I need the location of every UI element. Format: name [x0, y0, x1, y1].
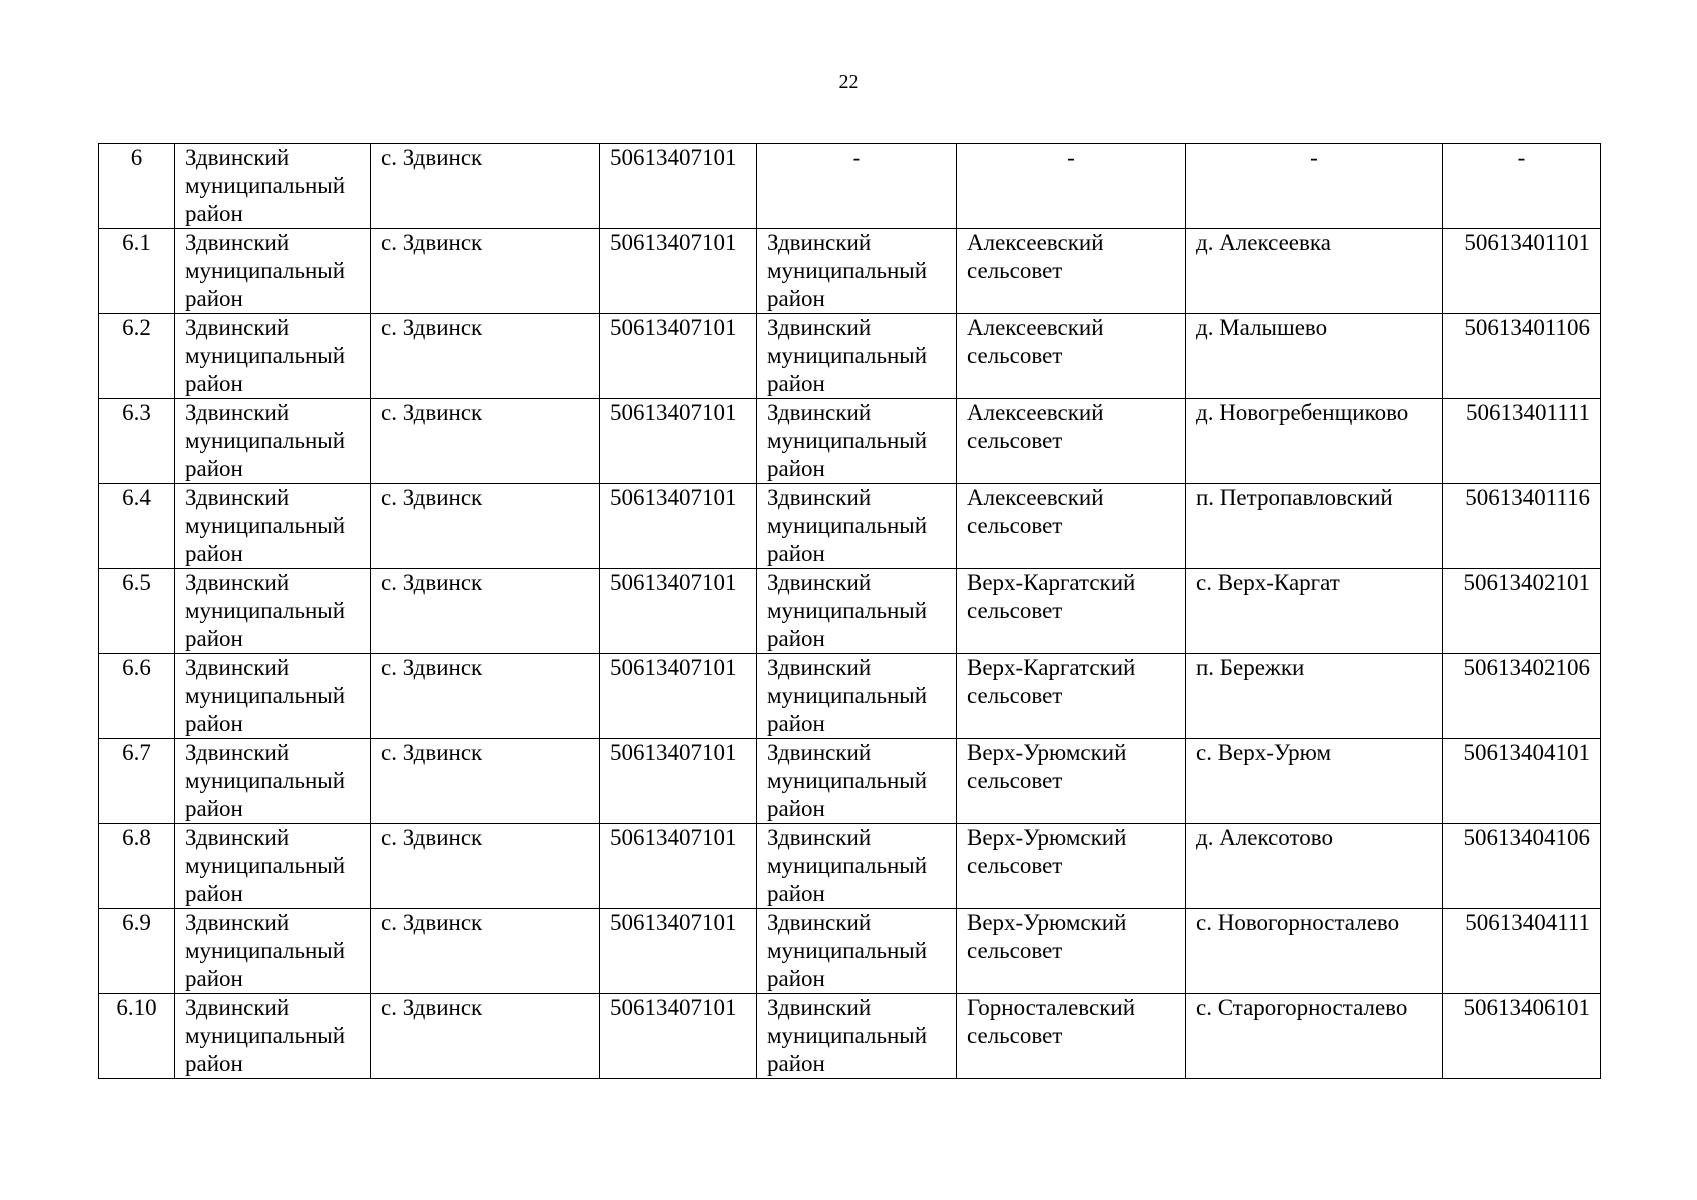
settlement-code-cell: 50613401116: [1443, 484, 1601, 569]
row-number-cell: 6.7: [99, 739, 175, 824]
admin-center-code-cell: 50613407101: [600, 739, 757, 824]
settlement-cell: д. Новогребенщиково: [1186, 399, 1443, 484]
table-row: [99, 739, 1601, 824]
council-cell: Верх-Каргатский сельсовет: [957, 654, 1186, 739]
council-cell: Верх-Урюмский сельсовет: [957, 909, 1186, 994]
settlement-district-cell: Здвинский муниципальный район: [757, 229, 957, 314]
settlement-cell: -: [1186, 144, 1443, 229]
settlement-district-cell: Здвинский муниципальный район: [757, 654, 957, 739]
settlement-code-cell: -: [1443, 144, 1601, 229]
council-cell: -: [957, 144, 1186, 229]
settlement-code-cell: 50613401101: [1443, 229, 1601, 314]
council-cell: Верх-Урюмский сельсовет: [957, 739, 1186, 824]
settlement-cell: с. Новогорносталево: [1186, 909, 1443, 994]
settlement-district-cell: Здвинский муниципальный район: [757, 739, 957, 824]
settlement-code-cell: 50613402106: [1443, 654, 1601, 739]
settlement-cell: с. Старогорносталево: [1186, 994, 1443, 1079]
admin-center-cell: с. Здвинск: [371, 399, 600, 484]
settlement-cell: с. Верх-Каргат: [1186, 569, 1443, 654]
settlement-district-cell: Здвинский муниципальный район: [757, 314, 957, 399]
district-cell: Здвинский муниципальный район: [175, 994, 371, 1079]
row-number-cell: 6.8: [99, 824, 175, 909]
council-cell: Алексеевский сельсовет: [957, 229, 1186, 314]
settlement-district-cell: Здвинский муниципальный район: [757, 994, 957, 1079]
row-number-cell: 6.2: [99, 314, 175, 399]
table-row: [99, 314, 1601, 399]
admin-center-cell: с. Здвинск: [371, 654, 600, 739]
settlement-district-cell: Здвинский муниципальный район: [757, 484, 957, 569]
settlement-code-cell: 50613404101: [1443, 739, 1601, 824]
table-row: [99, 144, 1601, 229]
admin-center-code-cell: 50613407101: [600, 824, 757, 909]
table-row: [99, 229, 1601, 314]
settlement-code-cell: 50613404106: [1443, 824, 1601, 909]
admin-center-code-cell: 50613407101: [600, 229, 757, 314]
admin-center-code-cell: 50613407101: [600, 399, 757, 484]
admin-center-code-cell: 50613407101: [600, 994, 757, 1079]
settlement-cell: п. Петропавловский: [1186, 484, 1443, 569]
table-row: [99, 654, 1601, 739]
district-cell: Здвинский муниципальный район: [175, 909, 371, 994]
settlement-district-cell: Здвинский муниципальный район: [757, 569, 957, 654]
admin-center-cell: с. Здвинск: [371, 909, 600, 994]
admin-center-code-cell: 50613407101: [600, 569, 757, 654]
district-cell: Здвинский муниципальный район: [175, 569, 371, 654]
admin-center-code-cell: 50613407101: [600, 909, 757, 994]
district-cell: Здвинский муниципальный район: [175, 484, 371, 569]
settlement-cell: д. Алексотово: [1186, 824, 1443, 909]
settlement-cell: с. Верх-Урюм: [1186, 739, 1443, 824]
row-number-cell: 6.5: [99, 569, 175, 654]
table-row: [99, 569, 1601, 654]
admin-center-cell: с. Здвинск: [371, 824, 600, 909]
settlement-district-cell: -: [757, 144, 957, 229]
row-number-cell: 6.1: [99, 229, 175, 314]
settlement-code-cell: 50613401106: [1443, 314, 1601, 399]
district-cell: Здвинский муниципальный район: [175, 654, 371, 739]
settlements-table: [98, 143, 1601, 1079]
row-number-cell: 6.4: [99, 484, 175, 569]
admin-center-code-cell: 50613407101: [600, 144, 757, 229]
council-cell: Горносталевский сельсовет: [957, 994, 1186, 1079]
council-cell: Алексеевский сельсовет: [957, 399, 1186, 484]
council-cell: Алексеевский сельсовет: [957, 314, 1186, 399]
district-cell: Здвинский муниципальный район: [175, 229, 371, 314]
row-number-cell: 6.6: [99, 654, 175, 739]
admin-center-cell: с. Здвинск: [371, 739, 600, 824]
council-cell: Верх-Урюмский сельсовет: [957, 824, 1186, 909]
row-number-cell: 6.3: [99, 399, 175, 484]
district-cell: Здвинский муниципальный район: [175, 399, 371, 484]
admin-center-code-cell: 50613407101: [600, 314, 757, 399]
table-row: [99, 909, 1601, 994]
admin-center-cell: с. Здвинск: [371, 994, 600, 1079]
district-cell: Здвинский муниципальный район: [175, 824, 371, 909]
row-number-cell: 6: [99, 144, 175, 229]
council-cell: Алексеевский сельсовет: [957, 484, 1186, 569]
table-row: [99, 484, 1601, 569]
admin-center-cell: с. Здвинск: [371, 314, 600, 399]
admin-center-code-cell: 50613407101: [600, 484, 757, 569]
settlement-cell: д. Малышево: [1186, 314, 1443, 399]
settlement-code-cell: 50613406101: [1443, 994, 1601, 1079]
row-number-cell: 6.9: [99, 909, 175, 994]
district-cell: Здвинский муниципальный район: [175, 314, 371, 399]
page-number: 22: [838, 71, 859, 93]
admin-center-cell: с. Здвинск: [371, 569, 600, 654]
table-row: [99, 399, 1601, 484]
settlement-code-cell: 50613402101: [1443, 569, 1601, 654]
admin-center-cell: с. Здвинск: [371, 484, 600, 569]
row-number-cell: 6.10: [99, 994, 175, 1079]
settlement-code-cell: 50613404111: [1443, 909, 1601, 994]
settlement-cell: п. Бережки: [1186, 654, 1443, 739]
settlement-code-cell: 50613401111: [1443, 399, 1601, 484]
settlement-district-cell: Здвинский муниципальный район: [757, 824, 957, 909]
table-row: [99, 994, 1601, 1079]
council-cell: Верх-Каргатский сельсовет: [957, 569, 1186, 654]
table-row: [99, 824, 1601, 909]
admin-center-cell: с. Здвинск: [371, 229, 600, 314]
admin-center-code-cell: 50613407101: [600, 654, 757, 739]
settlement-cell: д. Алексеевка: [1186, 229, 1443, 314]
admin-center-cell: с. Здвинск: [371, 144, 600, 229]
settlement-district-cell: Здвинский муниципальный район: [757, 909, 957, 994]
district-cell: Здвинский муниципальный район: [175, 144, 371, 229]
district-cell: Здвинский муниципальный район: [175, 739, 371, 824]
settlement-district-cell: Здвинский муниципальный район: [757, 399, 957, 484]
